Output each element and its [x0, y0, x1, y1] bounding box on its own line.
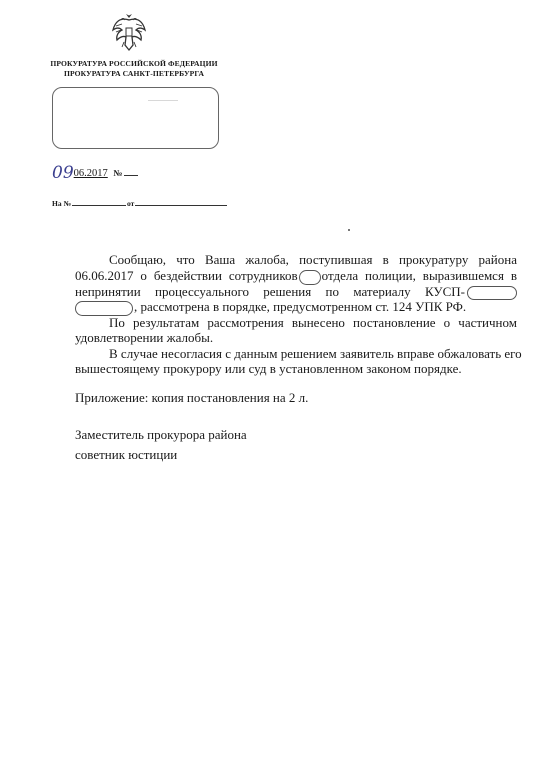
redacted-addressee-box: [52, 87, 219, 149]
signatory-position: Заместитель прокурора района: [75, 427, 247, 442]
redacted-kusp-number-continued-mark: [75, 301, 133, 316]
redacted-kusp-number-mark: [467, 286, 517, 300]
redacted-department-mark: [299, 270, 321, 285]
reference-ot-label: от: [127, 199, 135, 208]
body-line-4: , рассмотрена в порядке, предусмотренном ст. 124 УПК РФ.: [75, 299, 466, 316]
date-month-year: 06.2017: [73, 168, 108, 179]
body-line-6: удовлетворении жалобы.: [75, 330, 214, 345]
attachment-line: Приложение: копия постановления на 2 л.: [75, 390, 309, 405]
reference-na-label: На №: [52, 199, 71, 208]
org-name-spb: ПРОКУРАТУРА САНКТ-ПЕТЕРБУРГА: [63, 69, 205, 78]
handwritten-day: 09: [52, 163, 74, 183]
body-line-2: 06.06.2017 о бездействии сотрудников отдела полиции, выразившемся в: [75, 268, 517, 283]
body-line-3: непринятии процессуального решения по материалу КУСП-: [75, 284, 517, 300]
signatory-rank: советник юстиции: [75, 447, 178, 462]
number-label: №: [113, 168, 123, 178]
body-line-1: Сообщаю, что Ваша жалоба, поступившая в прокуратуру района: [109, 252, 517, 267]
date-line: [52, 161, 138, 181]
body-line-5: По результатам рассмотрения вынесено постановление о частичном: [109, 315, 517, 330]
org-name-federation: ПРОКУРАТУРА РОССИЙСКОЙ ФЕДЕРАЦИИ: [50, 59, 218, 68]
reference-line: [52, 199, 227, 208]
body-line-7: В случае несогласия с данным решением заявитель вправе обжаловать его: [109, 346, 522, 361]
double-headed-eagle-emblem-icon: [112, 12, 146, 52]
body-line-8: вышестоящему прокурору или суд в установленном законом порядке.: [75, 361, 462, 376]
